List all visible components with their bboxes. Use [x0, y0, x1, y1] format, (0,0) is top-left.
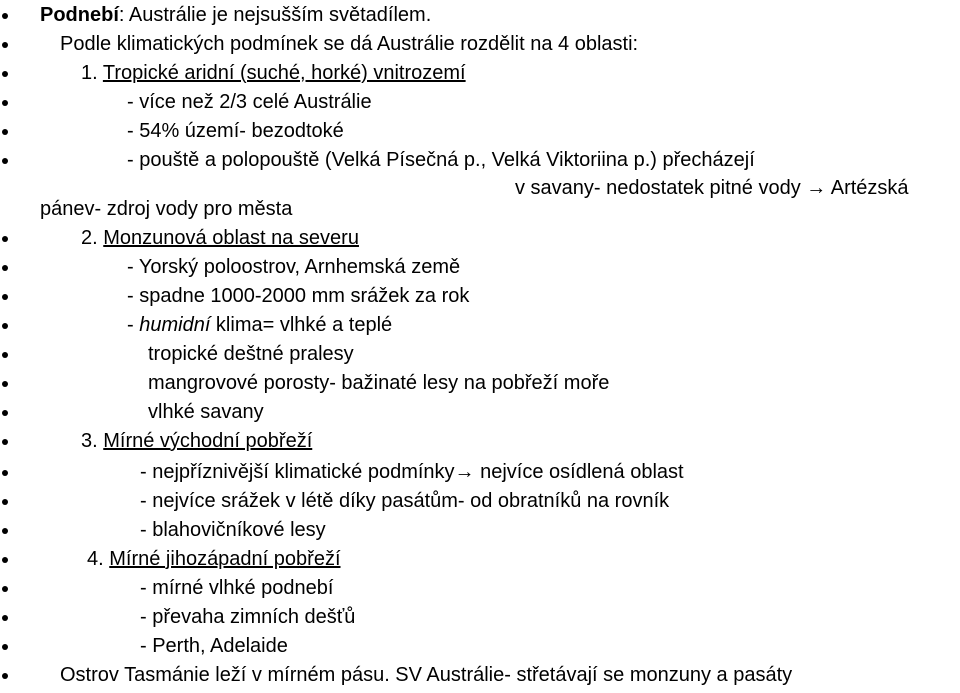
section-title: Podnebí: [40, 4, 119, 26]
